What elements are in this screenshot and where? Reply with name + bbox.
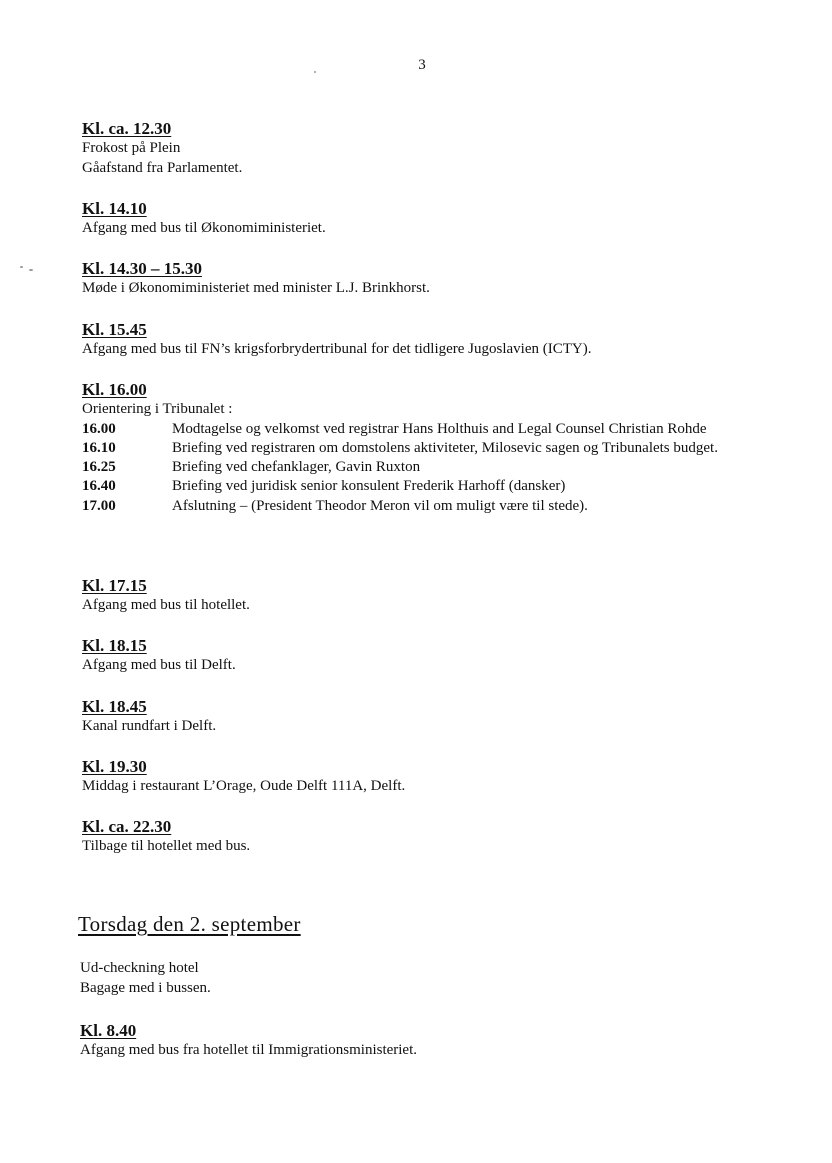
entry-line: Møde i Økonomiministeriet med minister L.J. Brinkhorst. bbox=[82, 280, 430, 296]
entry-line: Afgang med bus til Delft. bbox=[82, 657, 236, 673]
agenda-entry-1545 bbox=[82, 320, 782, 360]
entry-time-heading: Kl. 17.15 bbox=[82, 576, 147, 595]
agenda-entry-0840 bbox=[80, 1021, 780, 1061]
entry-line: Frokost på Plein bbox=[82, 140, 181, 156]
scan-speck bbox=[314, 71, 316, 73]
agenda-entry-1715 bbox=[82, 576, 782, 616]
agenda-entry-1845 bbox=[82, 697, 782, 737]
entry-line: Afgang med bus til FN’s krigsforbrydertribunal for det tidligere Jugoslavien (ICTY). bbox=[82, 341, 592, 357]
agenda-entry-1410 bbox=[82, 199, 782, 239]
agenda-entry-1430 bbox=[82, 259, 782, 299]
agenda-entry-1930 bbox=[82, 757, 782, 797]
entry-time-heading: Kl. 16.00 bbox=[82, 380, 147, 399]
scan-speck bbox=[20, 266, 23, 268]
day-notes bbox=[80, 959, 780, 998]
entry-time-heading: Kl. ca. 22.30 bbox=[82, 817, 172, 836]
entry-time-heading: Kl. 19.30 bbox=[82, 757, 147, 776]
schedule-row bbox=[82, 458, 742, 477]
entry-line: Afgang med bus til hotellet. bbox=[82, 597, 250, 613]
entry-time-heading: Kl. ca. 12.30 bbox=[82, 119, 172, 138]
schedule-text: Briefing ved juridisk senior konsulent Frederik Harhoff (dansker) bbox=[172, 478, 566, 495]
entry-line: Gåafstand fra Parlamentet. bbox=[82, 159, 243, 176]
schedule-time: 16.00 bbox=[82, 420, 116, 437]
entry-line: Middag i restaurant L’Orage, Oude Delft 111A, Delft. bbox=[82, 778, 406, 794]
entry-time-heading: Kl. 15.45 bbox=[82, 320, 147, 339]
schedule-time: 16.40 bbox=[82, 478, 116, 495]
schedule-row bbox=[82, 477, 742, 496]
day-heading: Torsdag den 2. september bbox=[78, 912, 301, 936]
schedule-text: Briefing ved chefanklager, Gavin Ruxton bbox=[172, 459, 421, 476]
schedule-row bbox=[82, 420, 742, 439]
agenda-entry-1230 bbox=[82, 119, 782, 178]
tribunal-schedule bbox=[82, 420, 742, 516]
entry-line: Afgang med bus fra hotellet til Immigrationsministeriet. bbox=[80, 1042, 418, 1058]
agenda-entry-1600 bbox=[82, 380, 742, 516]
schedule-text: Briefing ved registraren om domstolens aktiviteter, Milosevic sagen og Tribunalets budget. bbox=[172, 439, 718, 456]
schedule-time: 16.25 bbox=[82, 459, 116, 476]
scan-speck bbox=[29, 269, 33, 271]
entry-time-heading: Kl. 18.45 bbox=[82, 697, 147, 716]
entry-intro: Orientering i Tribunalet : bbox=[82, 401, 233, 417]
entry-time-heading: Kl. 8.40 bbox=[80, 1021, 137, 1040]
agenda-entry-1815 bbox=[82, 636, 782, 676]
schedule-row bbox=[82, 497, 742, 516]
page-number: 3 bbox=[418, 57, 426, 73]
entry-line: Kanal rundfart i Delft. bbox=[82, 718, 217, 734]
schedule-time: 16.10 bbox=[82, 439, 116, 456]
schedule-time: 17.00 bbox=[82, 497, 116, 514]
schedule-row bbox=[82, 439, 742, 458]
day-note-line: Ud-checkning hotel bbox=[80, 960, 199, 976]
entry-time-heading: Kl. 18.15 bbox=[82, 636, 147, 655]
agenda-entry-2230 bbox=[82, 817, 782, 857]
entry-time-heading: Kl. 14.10 bbox=[82, 199, 147, 218]
entry-line: Tilbage til hotellet med bus. bbox=[82, 838, 251, 854]
entry-line: Afgang med bus til Økonomiministeriet. bbox=[82, 220, 326, 236]
entry-time-heading: Kl. 14.30 – 15.30 bbox=[82, 259, 202, 278]
schedule-text: Modtagelse og velkomst ved registrar Hans Holthuis and Legal Counsel Christian Rohde bbox=[172, 420, 707, 437]
day-note-line: Bagage med i bussen. bbox=[80, 979, 211, 996]
schedule-text: Afslutning – (President Theodor Meron vil om muligt være til stede). bbox=[172, 497, 588, 514]
